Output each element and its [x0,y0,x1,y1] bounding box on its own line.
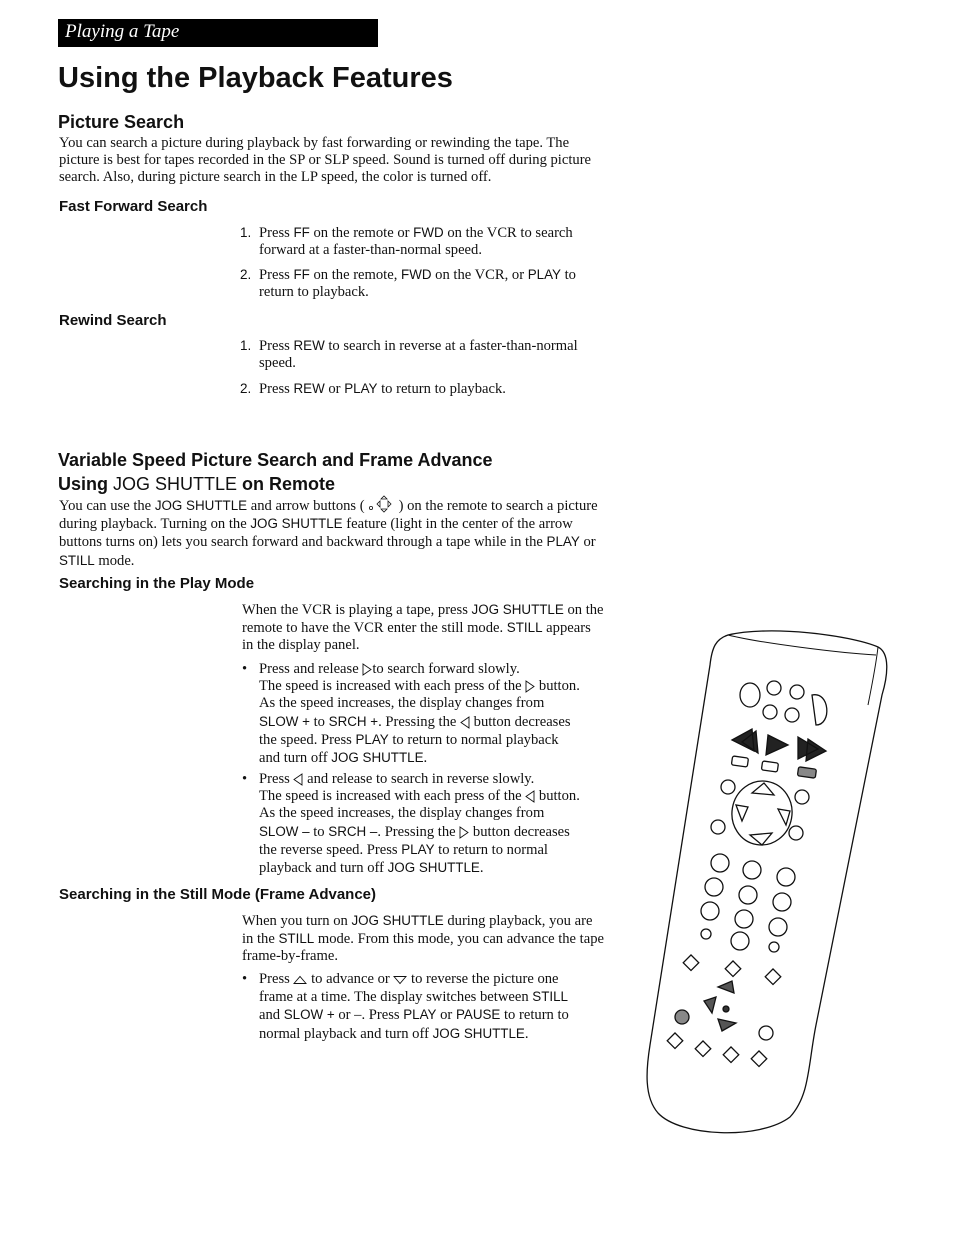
arrow-buttons-icon [365,495,399,511]
left-arrow-icon [525,790,535,803]
still-mode-bullet: • Press to advance or to reverse the picture one frame at a time. The display switches between STILL and SLOW + or –. Press PLAY or PAUSE to return to normal playback and turn off JOG SHUTTLE. [242,971,569,1042]
page-title: Using the Playback Features [58,62,453,94]
left-arrow-icon [460,716,470,729]
rewind-button [732,729,758,753]
left-arrow-icon [293,773,303,786]
remote-control-illustration [640,625,900,1145]
up-arrow-icon [293,975,307,985]
down-arrow-icon [393,975,407,985]
ff-search-heading: Fast Forward Search [59,198,208,215]
variable-speed-intro: You can use the JOG SHUTTLE and arrow buttons ( ) on the remote to search a picture during playback. Turning on the JOG SHUTTLE feature (light in the center of the arrow buttons turns on) lets you search forward and backward through a tape while in the PLAY or STILL mode. [59,495,604,570]
play-button [766,735,788,755]
right-arrow-icon [362,663,372,676]
rewind-search-heading: Rewind Search [59,312,167,329]
right-arrow-icon [525,680,535,693]
right-arrow-icon [459,826,469,839]
section-header-bar [58,19,378,47]
play-mode-bullet-forward: • Press and release to search forward slowly. The speed is increased with each press of the button. As the speed increases, the display changes from SLOW + to SRCH +. Pressing the button decreases the speed. Press PLAY to return to normal playback and turn off JOG SHUTTLE. [242,661,580,767]
still-mode-intro: When you turn on JOG SHUTTLE during playback, you are in the STILL mode. From this mode, you can advance the tape frame-by-frame. [242,913,604,965]
jog-pad [727,776,797,849]
picture-search-heading: Picture Search [58,112,185,132]
play-mode-heading: Searching in the Play Mode [59,575,255,592]
still-mode-heading: Searching in the Still Mode (Frame Advance) [59,886,377,903]
play-mode-bullet-reverse: • Press and release to search in reverse slowly. The speed is increased with each press of the button. As the speed increases, the display changes from SLOW – to SRCH –. Pressing the button decreases the reverse speed. Press PLAY to return to normal playback and turn off JOG SHUTTLE. [242,771,580,877]
ff-button [798,737,826,761]
picture-search-intro: You can search a picture during playback by fast forwarding or rewinding the tape. The picture is best for tapes recorded in the SP or SLP speed. Sound is turned off during picture search. Also, during picture search in the LP speed, the color is turned off. [59,135,592,186]
play-mode-intro: When the VCR is playing a tape, press JOG SHUTTLE on the remote to have the VCR enter the still mode. STILL appears in the display panel. [242,602,604,654]
section-header-label: Playing a Tape [65,21,180,42]
power-button [740,683,760,707]
variable-speed-heading: Variable Speed Picture Search and Frame Advance Using JOG SHUTTLE on Remote [58,450,493,494]
